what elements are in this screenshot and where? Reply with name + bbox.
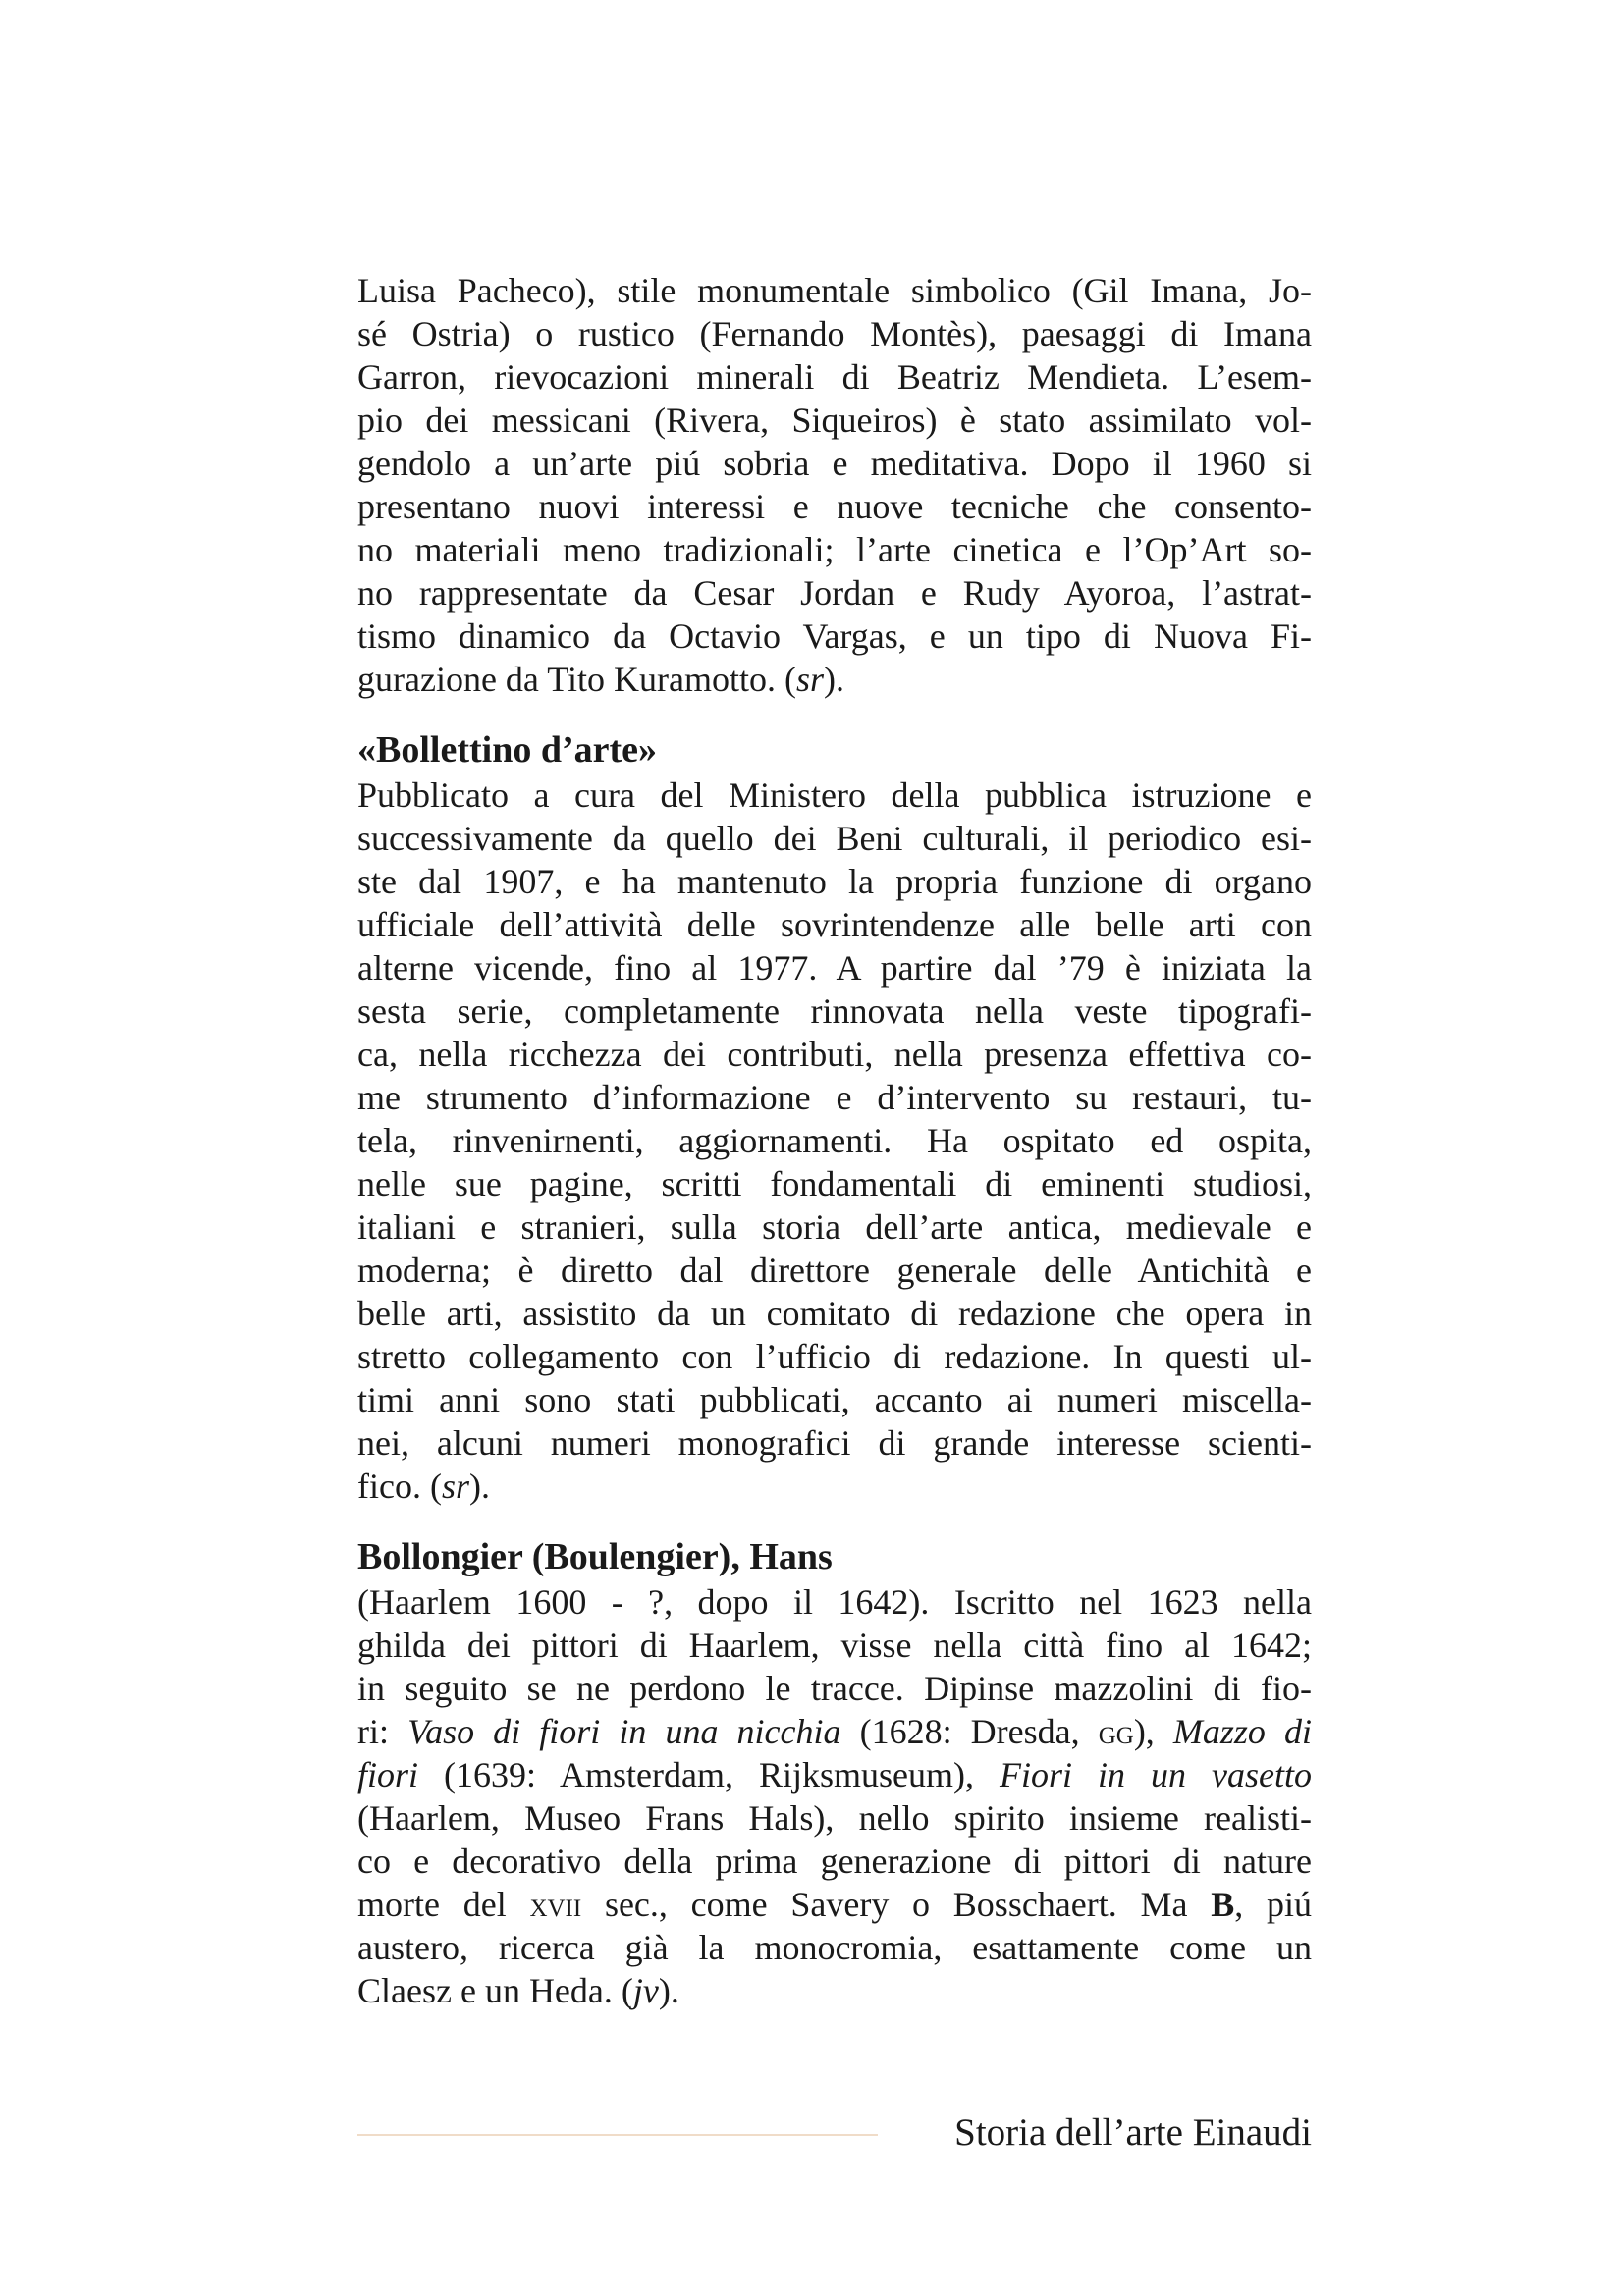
text-line: co e decorativo della prima generazione di pittori di nature (357, 1842, 1312, 1881)
text-fragment: ). (658, 1971, 679, 2010)
text-fragment: (1628: Dresda, (840, 1712, 1099, 1751)
text-line: italiani e stranieri, sulla storia dell’arte antica, medievale e (357, 1207, 1312, 1247)
text-line: no rappresentate da Cesar Jordan e Rudy Ayoroa, l’astrat- (357, 573, 1312, 613)
text-line: in seguito se ne perdono le tracce. Dipinse mazzolini di fio- (357, 1669, 1312, 1708)
text-line (357, 1753, 1312, 1796)
text-fragment: sec., come Savery o Bosschaert. Ma (581, 1885, 1212, 1924)
text-fragment: ), (1133, 1712, 1173, 1751)
artwork-title: Mazzo di (1172, 1712, 1312, 1751)
section-continuation (357, 269, 1312, 701)
text-line (357, 1710, 1312, 1753)
text-line: tela, rinvenirnenti, aggiornamenti. Ha ospitato ed ospita, (357, 1121, 1312, 1160)
text-line: sesta serie, completamente rinnovata nella veste tipografi- (357, 991, 1312, 1031)
text-line: nei, alcuni numeri monografici di grande interesse scienti- (357, 1423, 1312, 1463)
text-line-last (357, 658, 1312, 701)
entry-heading: Bollongier (Boulengier), Hans (357, 1536, 833, 1577)
text-line: pio dei messicani (Rivera, Siqueiros) è stato assimilato vol- (357, 400, 1312, 440)
text-line: presentano nuovi interessi e nuove tecniche che consento- (357, 487, 1312, 526)
artwork-title: fiori (357, 1755, 419, 1794)
text-line: successivamente da quello dei Beni culturali, il periodico esi- (357, 819, 1312, 858)
text-fragment: (1639: Amsterdam, Rijksmuseum), (418, 1755, 1001, 1794)
author-initials: jv (632, 1971, 659, 2010)
text-fragment: morte del (357, 1885, 530, 1924)
text-line: tismo dinamico da Octavio Vargas, e un tipo di Nuova Fi- (357, 616, 1312, 656)
text-line: ca, nella ricchezza dei contributi, nella presenza effettiva co- (357, 1035, 1312, 1074)
text-line-last (357, 1969, 1312, 2012)
text-line: ste dal 1907, e ha mantenuto la propria funzione di organo (357, 862, 1312, 901)
text-line: ufficiale dell’attività delle sovrintendenze alle belle arti con (357, 905, 1312, 944)
text-line: nelle sue pagine, scritti fondamentali di eminenti studiosi, (357, 1164, 1312, 1203)
text-line: gendolo a un’arte piú sobria e meditativa. Dopo il 1960 si (357, 444, 1312, 483)
text-fragment: , piú (1234, 1885, 1312, 1924)
text-line-last (357, 1465, 1312, 1508)
author-initials: sr (795, 660, 824, 699)
text-line: belle arti, assistito da un comitato di redazione che opera in (357, 1294, 1312, 1333)
text-fragment: ri: (357, 1712, 408, 1751)
footer-title: Storia dell’arte Einaudi (954, 2111, 1312, 2154)
text-fragment: ). (823, 660, 844, 699)
text-line: Garron, rievocazioni minerali di Beatriz Mendieta. L’esem- (357, 357, 1312, 397)
text-line: no materiali meno tradizionali; l’arte cinetica e l’Op’Art so- (357, 530, 1312, 569)
text-line: (Haarlem, Museo Frans Hals), nello spirito insieme realisti- (357, 1798, 1312, 1838)
author-initials: sr (441, 1467, 469, 1506)
text-line: (Haarlem 1600 - ?, dopo il 1642). Iscritto nel 1623 nella (357, 1582, 1312, 1622)
text-line: me strumento d’informazione e d’intervento su restauri, tu- (357, 1078, 1312, 1117)
text-line: Luisa Pacheco), stile monumentale simbolico (Gil Imana, Jo- (357, 271, 1312, 310)
text-line: Pubblicato a cura del Ministero della pubblica istruzione e (357, 775, 1312, 815)
century-numeral: xvii (529, 1885, 582, 1924)
museum-abbrev: gg (1098, 1712, 1134, 1751)
entry-abbrev: B (1211, 1885, 1235, 1924)
text-fragment: ). (469, 1467, 490, 1506)
page-body (357, 269, 1312, 2012)
text-line: austero, ricerca già la monocromia, esattamente come un (357, 1928, 1312, 1967)
text-fragment: gurazione da Tito Kuramotto. ( (357, 660, 796, 699)
text-line: ghilda dei pittori di Haarlem, visse nella città fino al 1642; (357, 1626, 1312, 1665)
footer-rule (357, 2134, 878, 2136)
text-line: alterne vicende, fino al 1977. A partire dal ’79 è iniziata la (357, 948, 1312, 988)
text-line: timi anni sono stati pubblicati, accanto ai numeri miscella- (357, 1380, 1312, 1419)
section-bollettino (357, 726, 1312, 1508)
entry-heading: «Bollettino d’arte» (357, 729, 658, 771)
artwork-title: Fiori in un vasetto (1000, 1755, 1313, 1794)
artwork-title: Vaso di fiori in una nicchia (407, 1712, 841, 1751)
section-bollongier (357, 1533, 1312, 2012)
text-line: moderna; è diretto dal direttore generale delle Antichità e (357, 1251, 1312, 1290)
text-line: sé Ostria) o rustico (Fernando Montès), paesaggi di Imana (357, 314, 1312, 353)
text-fragment: fico. ( (357, 1467, 442, 1506)
text-line: stretto collegamento con l’ufficio di redazione. In questi ul- (357, 1337, 1312, 1376)
page-footer (357, 2109, 1312, 2158)
text-fragment: Claesz e un Heda. ( (357, 1971, 633, 2010)
text-line (357, 1883, 1312, 1926)
